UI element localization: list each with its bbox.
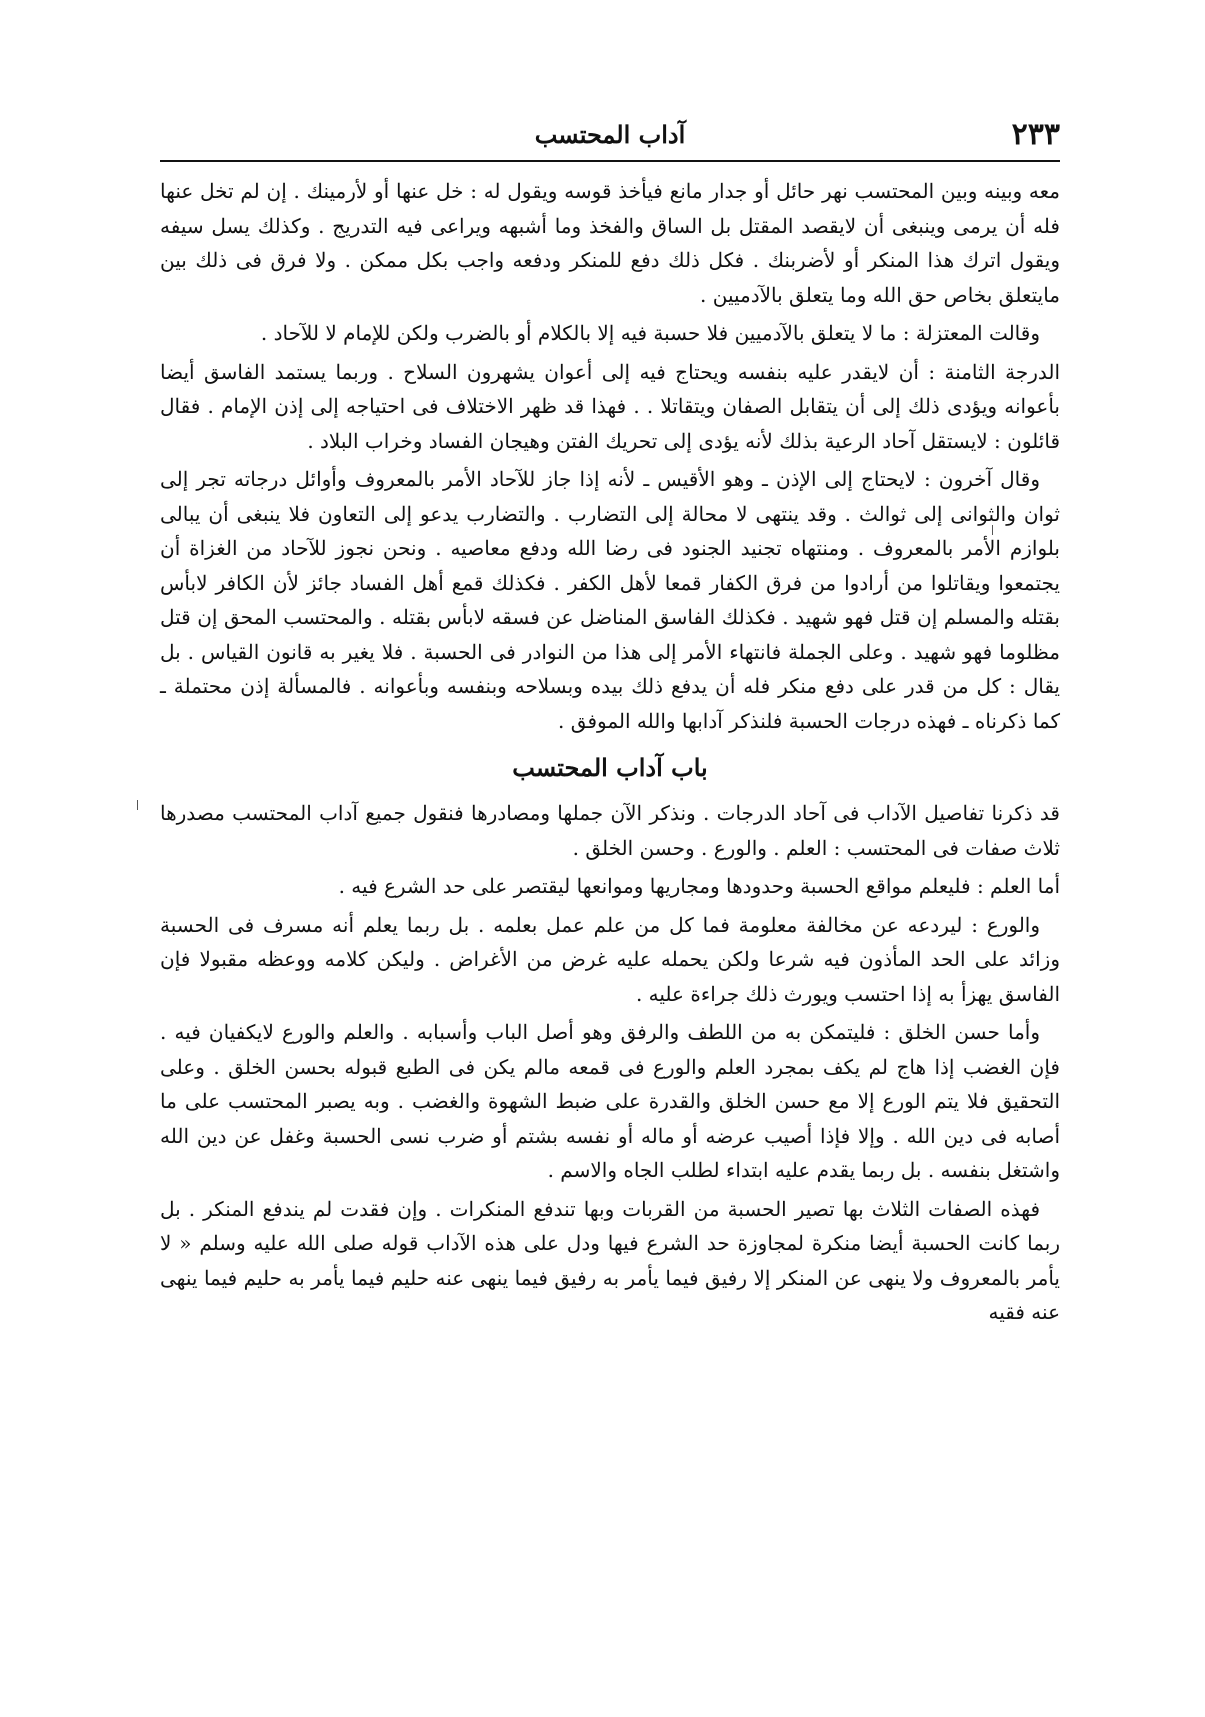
paragraph: أما العلم : فليعلم مواقع الحسبة وحدودها ومجاريها وموانعها ليقتصر على حد الشرع فيه . [338,874,1060,898]
running-title: آداب المحتسب [534,120,686,149]
paragraph: قد ذكرنا تفاصيل الآداب فى آحاد الدرجات . ونذكر الآن جملها ومصادرها فنقول جميع آداب المحتسب مصدرها ثلاث صفات فى المحتسب : العلم . والورع . وحسن الخلق . [160,801,1060,860]
book-page [160,112,1060,1672]
paragraph: فهذه الصفات الثلاث بها تصير الحسبة من القربات وبها تندفع المنكرات . وإن فقدت لم يندفع المنكر . بل ربما كانت الحسبة أيضا منكرة لمجاوزة حد الشرع فيها ودل على هذه الآداب قوله صلى الله عليه وسلم « لا يأمر بالمعروف ولا ينهى عن المنكر إلا رفيق فيما يأمر به رفيق فيما ينهى عنه حليم فيما يأمر به حليم فيما ينهى عنه فقيه [160,1196,1060,1324]
page-number: ٢٣٣ [1011,117,1060,152]
paragraph: والورع : ليردعه عن مخالفة معلومة فما كل من علم عمل بعلمه . بل ربما يعلم أنه مسرف فى الحسبة وزائد على الحد المأذون فيه شرعا ولكن يحمله عليه غرض من الأغراض . وليكن كلامه ووعظه مقبولا فإن الفاسق يهزأ به إذا احتسب ويورث ذلك جراءة عليه . [160,912,1060,1006]
paragraph: وأما حسن الخلق : فليتمكن به من اللطف والرفق وهو أصل الباب وأسبابه . والعلم والورع لايكفيان فيه . فإن الغضب إذا هاج لم يكف بمجرد العلم والورع فى قمعه مالم يكن فى الطبع قبوله بحسن الخلق . وعلى التحقيق فلا يتم الورع إلا مع حسن الخلق والقدرة على ضبط الشهوة والغضب . وبه يصبر المحتسب على ما أصابه فى دين الله . وإلا فإذا أصيب عرضه أو ماله أو نفسه بشتم أو ضرب نسى الحسبة وغفل عن دين الله واشتغل بنفسه . بل ربما يقدم عليه ابتداء لطلب الجاه والاسم . [160,1020,1060,1182]
body-text [160,174,1060,1330]
running-head [160,112,1060,162]
margin-mark [137,800,138,810]
paragraph: وقالت المعتزلة : ما لا يتعلق بالآدميين فلا حسبة فيه إلا بالكلام أو بالضرب ولكن للإمام لا للآحاد . [260,321,1040,345]
paragraph: وقال آخرون : لايحتاج إلى الإذن ـ وهو الأقيس ـ لأنه إذا جاز للآحاد الأمر بالمعروف وأوائل درجاته تجر إلى ثوان والثوانى إلى ثوالث . وقد ينتهى لا محالة إلى التضارب . والتضارب يدعو إلى التعاون فلا ينبغى أن يبالى بلوازم الأمر بالمعروف . ومنتهاه تجنيد الجنود فى رضا الله ودفع معاصيه . ونحن نجوز للآحاد من الغزاة أن يجتمعوا ويقاتلوا من أرادوا من فرق الكفار قمعا لأهل الكفر . فكذلك قمع أهل الفساد جائز لأن الكافر لابأس بقتله والمسلم إن قتل فهو شهيد . فكذلك الفاسق المناضل عن فسقه لابأس بقتله . والمحتسب المحق إن قتل مظلوما فهو شهيد . وعلى الجملة فانتهاء الأمر إلى هذا من النوادر فى الحسبة . فلا يغير به قانون القياس . بل يقال : كل من قدر على دفع منكر فله أن يدفع ذلك بيده وبسلاحه وبنفسه وبأعوانه . فالمسألة إذن محتملة ـ كما ذكرناه ـ فهذه درجات الحسبة فلنذكر آدابها والله الموفق . [160,467,1060,733]
paragraph: الدرجة الثامنة : أن لايقدر عليه بنفسه ويحتاج فيه إلى أعوان يشهرون السلاح . وربما يستمد الفاسق أيضا بأعوانه ويؤدى ذلك إلى أن يتقابل الصفان ويتقاتلا . . فهذا قد ظهر الاختلاف فى احتياجه إلى إذن الإمام . فقال قائلون : لايستقل آحاد الرعية بذلك لأنه يؤدى إلى تحريك الفتن وهيجان الفساد وخراب البلاد . [160,359,1060,453]
section-heading: باب آداب المحتسب [512,753,708,782]
margin-mark [992,525,993,535]
paragraph: معه وبينه وبين المحتسب نهر حائل أو جدار مانع فيأخذ قوسه ويقول له : خل عنها أو لأرمينك . إن لم تخل عنها فله أن يرمى وينبغى أن لايقصد المقتل بل الساق والفخذ وما أشبهه ويراعى فيه التدريج . وكذلك يسل سيفه ويقول اترك هذا المنكر أو لأضربنك . فكل ذلك دفع للمنكر ودفعه واجب بكل ممكن . ولا فرق فى ذلك بين مايتعلق بخاص حق الله وما يتعلق بالآدميين . [160,179,1060,307]
